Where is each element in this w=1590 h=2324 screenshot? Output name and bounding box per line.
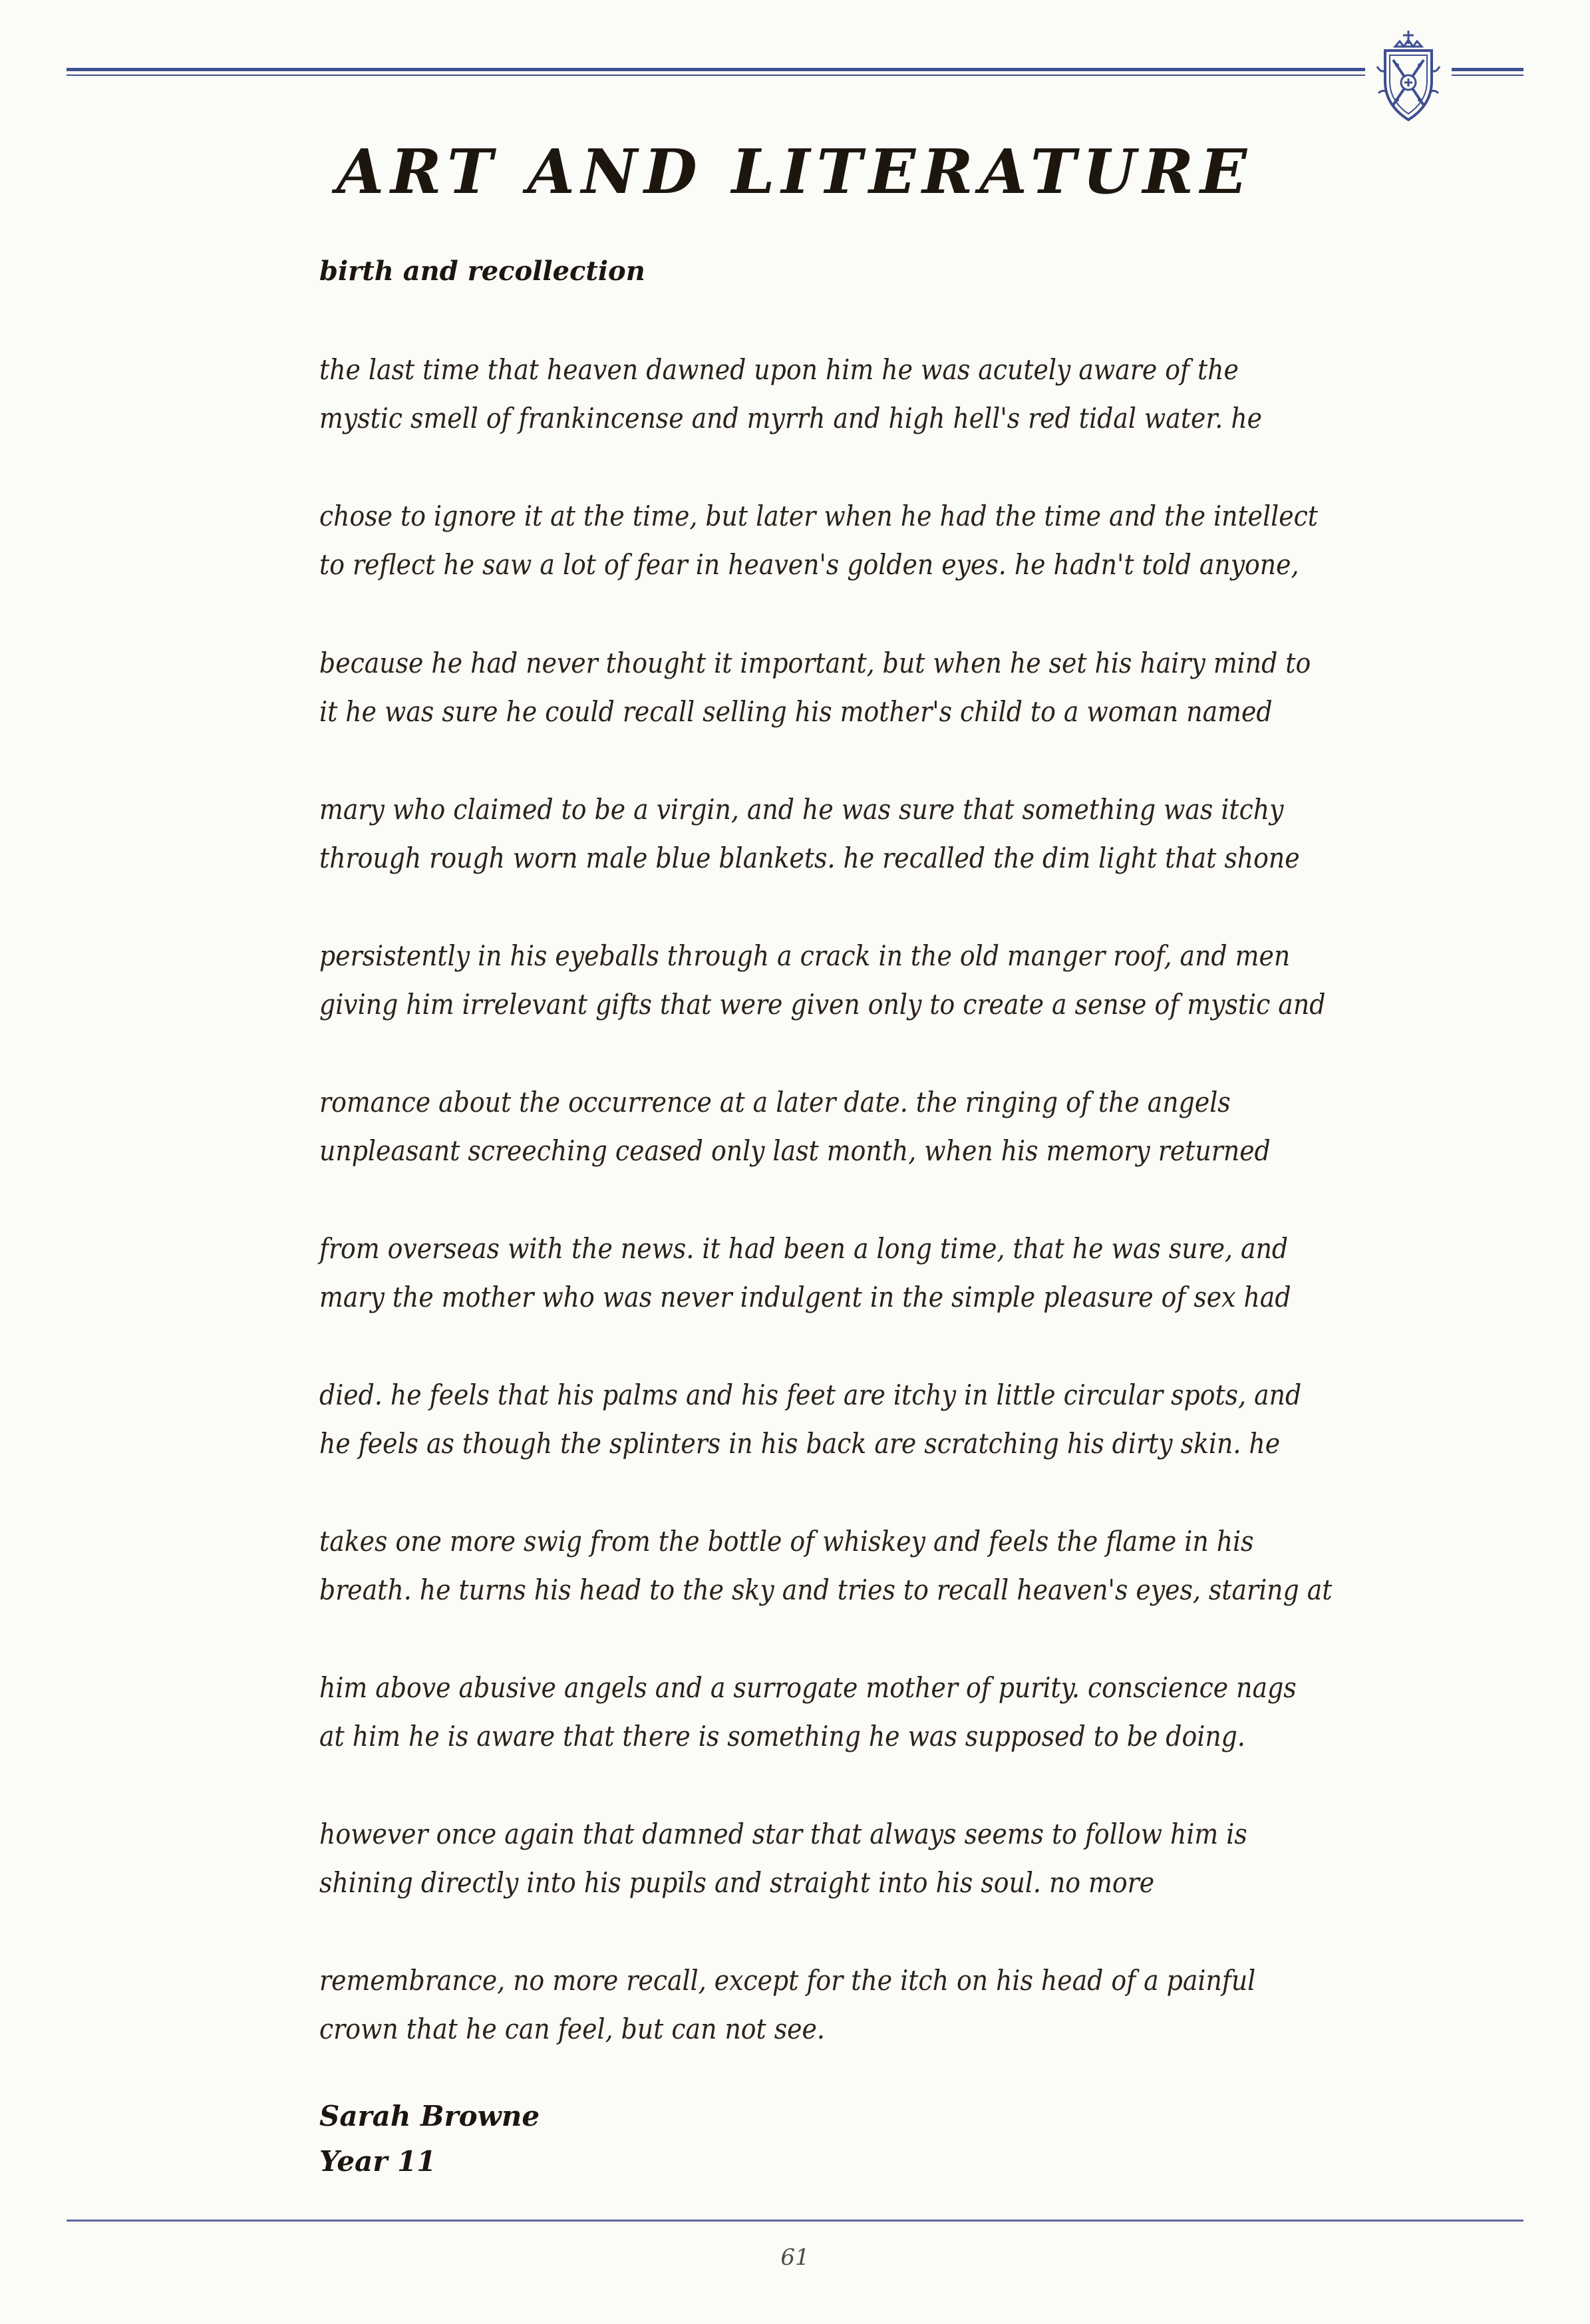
poem-line: crown that he can feel, but can not see.	[319, 2013, 825, 2045]
poem-line: breath. he turns his head to the sky and tries to recall heaven's eyes, staring at	[319, 1574, 1333, 1606]
page-number: 61	[780, 2244, 810, 2271]
poem-line: chose to ignore it at the time, but later when he had the time and the intellect	[319, 500, 1318, 532]
poem-line: through rough worn male blue blankets. he recalled the dim light that shone	[319, 842, 1300, 874]
poem-line: it he was sure he could recall selling his mother's child to a woman named	[319, 695, 1273, 728]
author-year: Year 11	[319, 2145, 436, 2178]
poem-line: giving him irrelevant gifts that were given only to create a sense of mystic and	[319, 988, 1326, 1021]
poem-line: mary who claimed to be a virgin, and he was sure that something was itchy	[319, 793, 1284, 826]
poem-line: persistently in his eyeballs through a crack in the old manger roof, and men	[319, 939, 1291, 972]
poem-line: him above abusive angels and a surrogate mother of purity. conscience nags	[319, 1671, 1297, 1704]
poem-line: romance about the occurrence at a later date. the ringing of the angels	[319, 1086, 1231, 1118]
poem-line: he feels as though the splinters in his back are scratching his dirty skin. he	[319, 1427, 1281, 1460]
poem-line: the last time that heaven dawned upon him he was acutely aware of the	[319, 353, 1239, 386]
poem-line: takes one more swig from the bottle of whiskey and feels the flame in his	[319, 1525, 1254, 1558]
page-title: ART AND LITERATURE	[336, 136, 1254, 208]
poem-line: died. he feels that his palms and his feet are itchy in little circular spots, and	[319, 1379, 1302, 1411]
poem-line: mystic smell of frankincense and myrrh and high hell's red tidal water. he	[319, 402, 1263, 434]
poem-line: however once again that damned star that always seems to follow him is	[319, 1818, 1247, 1850]
poem-line: to reflect he saw a lot of fear in heaven's golden eyes. he hadn't told anyone,	[319, 548, 1299, 581]
poem-line: mary the mother who was never indulgent in the simple pleasure of sex had	[319, 1281, 1291, 1313]
poem-line: unpleasant screeching ceased only last month, when his memory returned	[319, 1134, 1271, 1167]
top-rule	[67, 68, 1523, 77]
poem-line: from overseas with the news. it had been a long time, that he was sure, and	[319, 1232, 1289, 1265]
poem-title: birth and recollection	[319, 255, 645, 287]
poem-line: at him he is aware that there is something he was supposed to be doing.	[319, 1720, 1245, 1752]
poem-line: because he had never thought it important, but when he set his hairy mind to	[319, 647, 1311, 679]
bottom-rule	[67, 2220, 1523, 2224]
poem-line: shining directly into his pupils and straight into his soul. no more	[319, 1866, 1155, 1899]
school-crest-icon	[1365, 27, 1452, 126]
author-name: Sarah Browne	[319, 2100, 540, 2132]
poem-line: remembrance, no more recall, except for the itch on his head of a painful	[319, 1964, 1256, 1997]
